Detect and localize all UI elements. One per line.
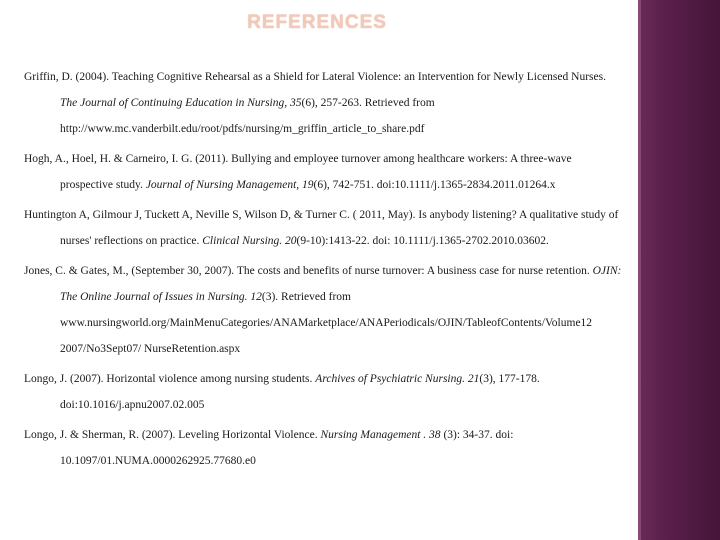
- reference-details: (3). Retrieved from www.nursingworld.org/MainMenuCategories/ANAMarketplace/ANAPeriodicals/OJIN/TableofContents/Volume12 2007/No3Sept07/ NurseRetention.aspx: [60, 291, 593, 355]
- reference-details: (6), 742-751. doi:10.1111/j.1365-2834.2011.01264.x: [313, 179, 556, 191]
- reference-text: Longo, J. (2007). Horizontal violence among nursing students.: [24, 373, 316, 385]
- reference-item: [24, 64, 624, 142]
- reference-list: [24, 64, 624, 478]
- reference-text: Griffin, D. (2004). Teaching Cognitive Rehearsal as a Shield for Lateral Violence: an Intervention for Newly Licensed Nurses.: [24, 71, 606, 83]
- reference-details: (3): 34-37. doi: 10.1097/01.NUMA.0000262925.77680.e0: [60, 429, 514, 467]
- reference-details: (9-10):1413-22. doi: 10.1111/j.1365-2702.2010.03602.: [296, 235, 549, 247]
- decorative-side-band: [638, 0, 720, 540]
- reference-text: Longo, J. & Sherman, R. (2007). Leveling Horizontal Violence.: [24, 429, 321, 441]
- reference-item: [24, 202, 624, 254]
- reference-journal: Clinical Nursing. 20: [202, 235, 297, 247]
- reference-journal: Nursing Management . 38: [320, 429, 441, 441]
- reference-text: Huntington A, Gilmour J, Tuckett A, Neville S, Wilson D, & Turner C. ( 2011, May). Is anybody listening? A qualitative study of nurses' reflections on practice.: [24, 209, 619, 247]
- reference-details: (3), 177-178. doi:10.1016/j.apnu2007.02.005: [60, 373, 540, 411]
- slide-title: REFERENCES: [247, 12, 387, 33]
- reference-item: [24, 366, 624, 418]
- reference-item: [24, 258, 624, 362]
- reference-journal: Journal of Nursing Management, 19: [145, 179, 314, 191]
- reference-item: [24, 146, 624, 198]
- reference-text: Hogh, A., Hoel, H. & Carneiro, I. G. (2011). Bullying and employee turnover among healthcare workers: A three-wave prospective study.: [24, 153, 572, 191]
- reference-text: Jones, C. & Gates, M., (September 30, 2007). The costs and benefits of nurse turnover: A business case for nurse retention.: [24, 265, 593, 277]
- reference-details: (6), 257-263. Retrieved from http://www.mc.vanderbilt.edu/root/pdfs/nursing/m_griffin_article_to_share.pdf: [60, 97, 435, 135]
- reference-item: [24, 422, 624, 474]
- reference-journal: OJIN: The Online Journal of Issues in Nursing. 12: [60, 265, 622, 303]
- reference-journal: The Journal of Continuing Education in Nursing, 35: [60, 97, 302, 109]
- reference-journal: Archives of Psychiatric Nursing. 21: [315, 373, 480, 385]
